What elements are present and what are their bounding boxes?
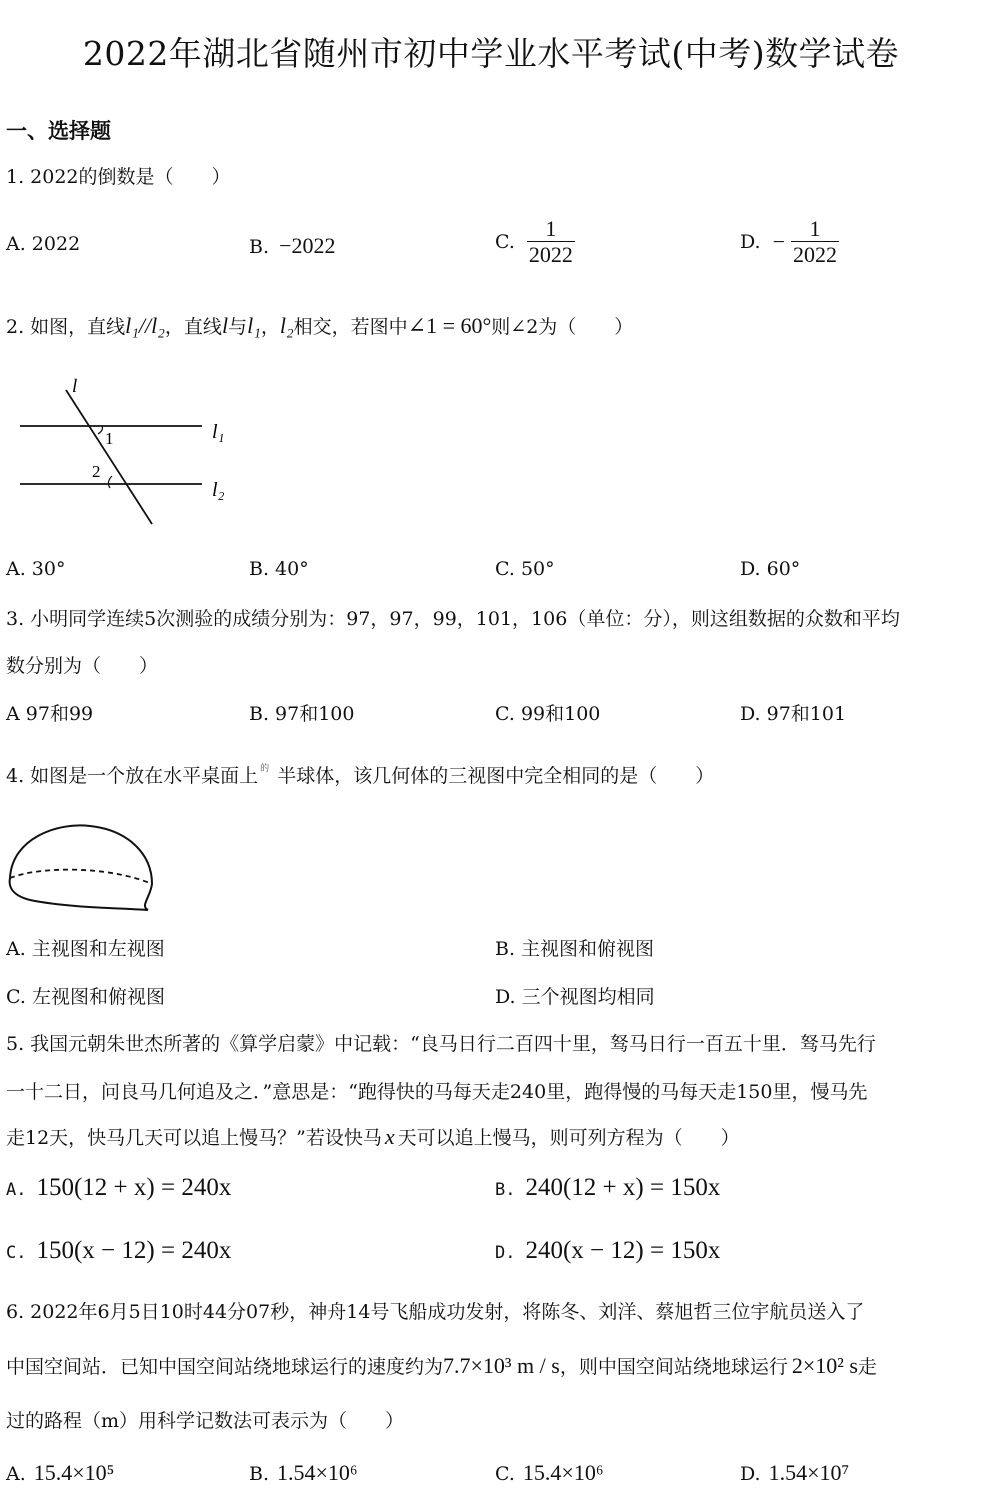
q1-option-b-label: B. — [249, 236, 270, 258]
fraction-denominator: 2022 — [528, 242, 573, 268]
fraction-numerator: 1 — [809, 216, 821, 241]
q5-stem-text: 天可以追上慢马，则可列方程为（ ） — [397, 1127, 740, 1149]
q1-option-d-sign: − — [772, 228, 786, 254]
q2-option-b: B. 40° — [249, 558, 309, 580]
fraction-denominator: 2022 — [793, 242, 838, 268]
figure-label-l: l — [72, 376, 78, 397]
q1-option-d-label: D. — [740, 230, 761, 253]
q6-option-c-value: 15.4×10⁶ — [522, 1460, 604, 1485]
section-heading: 一、选择题 — [6, 118, 111, 143]
hemisphere-base-front — [10, 878, 148, 910]
q4-stem-small-char: 的 — [260, 764, 270, 774]
figure-label-1: 1 — [105, 429, 114, 448]
figure-label-2: 2 — [92, 462, 101, 481]
q2-angle-expr: ∠1 = 60° — [407, 313, 492, 338]
q3-option-d: D. 97和101 — [740, 703, 847, 725]
q6-stem-line3: 过的路程（m）用科学记数法可表示为（ ） — [6, 1410, 405, 1432]
q5-option-c-equation: 150(x − 12) = 240x — [36, 1237, 232, 1264]
q6-stem-text: 中国空间站．已知中国空间站绕地球运行的速度约为 — [6, 1356, 444, 1378]
q4-hemisphere-figure — [0, 816, 165, 916]
page-title: 2022年湖北省随州市初中学业水平考试(中考)数学试卷 — [82, 34, 900, 73]
q5-stem-line2: 一十二日，问良马几何追及之．”意思是：“跑得快的马每天走240里，跑得慢的马每天走150里，慢马先 — [6, 1081, 868, 1103]
q2-option-d: D. 60° — [740, 558, 801, 580]
q2-stem — [6, 312, 633, 339]
q2-stem-text: 2. 如图，直线 — [6, 316, 126, 338]
q6-option-a-value: 15.4×10⁵ — [33, 1460, 115, 1485]
q5-option-d-label: D. — [495, 1243, 516, 1263]
q6-option-d-label: D. — [740, 1463, 761, 1485]
q2-parallel-lines-figure — [0, 372, 250, 534]
q2-stem-text: 与 — [228, 316, 248, 338]
q6-option-c — [495, 1460, 603, 1486]
q5-option-b-label: B. — [495, 1180, 516, 1200]
q5-variable-x: x — [384, 1124, 395, 1149]
q2-stem-text: 则∠2为（ ） — [491, 316, 634, 338]
q5-option-b — [495, 1174, 720, 1202]
q3-option-b: B. 97和100 — [249, 703, 355, 725]
q1-option-b-value: −2022 — [279, 233, 336, 258]
q1-option-d — [740, 216, 839, 268]
q5-stem-line3 — [6, 1123, 740, 1150]
q6-option-c-label: C. — [495, 1463, 515, 1485]
q5-option-c-label: C. — [6, 1243, 27, 1263]
figure-label-l2: l₂ — [212, 479, 225, 501]
q6-option-b — [249, 1460, 358, 1486]
fraction-numerator: 1 — [545, 216, 557, 241]
q1-option-c-fraction — [527, 216, 575, 268]
q5-option-d — [495, 1237, 720, 1265]
q5-option-d-equation: 240(x − 12) = 150x — [525, 1237, 721, 1264]
q6-option-a-label: A. — [6, 1463, 26, 1485]
q6-option-d-value: 1.54×10⁷ — [768, 1460, 850, 1485]
figure-label-l1: l₁ — [212, 421, 225, 443]
q1-option-a: A. 2022 — [6, 233, 81, 255]
q6-stem-line2 — [6, 1352, 877, 1379]
q4-option-a: A. 主视图和左视图 — [6, 938, 165, 960]
q2-stem-text: ， — [260, 316, 280, 338]
angle-2-arc — [108, 476, 112, 488]
angle-1-arc — [98, 426, 103, 434]
q4-stem — [6, 761, 714, 788]
transversal-l — [66, 390, 152, 524]
q6-stem-text: 走 — [857, 1356, 877, 1378]
q2-stem-text: ，直线 — [164, 316, 222, 338]
q5-option-a-equation: 150(12 + x) = 240x — [36, 1174, 232, 1201]
q2-option-c: C. 50° — [495, 558, 555, 580]
q4-stem-text: 4. 如图是一个放在水平桌面上 — [6, 765, 259, 787]
q3-option-a: A 97和99 — [6, 703, 94, 725]
q5-option-b-equation: 240(12 + x) = 150x — [525, 1174, 721, 1201]
q1-option-b — [249, 233, 335, 259]
q5-option-a-label: A. — [6, 1180, 27, 1200]
hemisphere-outline — [10, 825, 152, 910]
q1-option-c-label: C. — [495, 230, 515, 253]
q6-stem-line1: 6. 2022年6月5日10时44分07秒，神舟14号飞船成功发射，将陈冬、刘洋、蔡旭哲三位宇航员送入了 — [6, 1301, 865, 1323]
q1-stem: 1. 2022的倒数是（ ） — [6, 166, 231, 188]
q6-time-expr: 2×10² s — [791, 1353, 858, 1378]
q6-speed-expr: 7.7×10³ m / s — [443, 1353, 560, 1378]
q2-line-l2: l₂ — [279, 313, 294, 338]
q3-stem-line1: 3. 小明同学连续5次测验的成绩分别为：97，97，99，101，106（单位：分），则这组数据的众数和平均 — [6, 608, 900, 630]
q2-option-a: A. 30° — [6, 558, 66, 580]
q5-stem-text: 走12天，快马几天可以追上慢马？”若设快马 — [6, 1127, 382, 1149]
q2-line-l1: l₁ — [247, 313, 261, 338]
q6-option-d — [740, 1460, 849, 1486]
q4-option-d: D. 三个视图均相同 — [495, 986, 655, 1008]
q4-option-b: B. 主视图和俯视图 — [495, 938, 655, 960]
q5-stem-line1: 5. 我国元朝朱世杰所著的《算学启蒙》中记载：“良马日行二百四十里，驽马日行一百五十里．驽马先行 — [6, 1033, 876, 1055]
hemisphere-base-hidden — [10, 870, 152, 884]
q4-stem-text: 半球体，该几何体的三视图中完全相同的是（ ） — [277, 765, 715, 787]
q2-stem-text: 相交，若图中 — [293, 316, 408, 338]
q6-option-b-label: B. — [249, 1463, 270, 1485]
q5-option-c — [6, 1237, 231, 1265]
q4-option-c: C. 左视图和俯视图 — [6, 986, 165, 1008]
q6-option-a — [6, 1460, 114, 1486]
q2-line-l: l — [221, 313, 229, 338]
q5-option-a — [6, 1174, 231, 1202]
q6-option-b-value: 1.54×10⁶ — [277, 1460, 358, 1485]
q1-option-c — [495, 216, 575, 268]
q1-option-d-fraction — [791, 216, 839, 268]
q3-option-c: C. 99和100 — [495, 703, 601, 725]
q3-stem-line2: 数分别为（ ） — [6, 655, 159, 677]
q6-stem-text: ，则中国空间站绕地球运行 — [559, 1356, 788, 1378]
q2-parallel-expr: l₁//l₂ — [125, 313, 165, 338]
